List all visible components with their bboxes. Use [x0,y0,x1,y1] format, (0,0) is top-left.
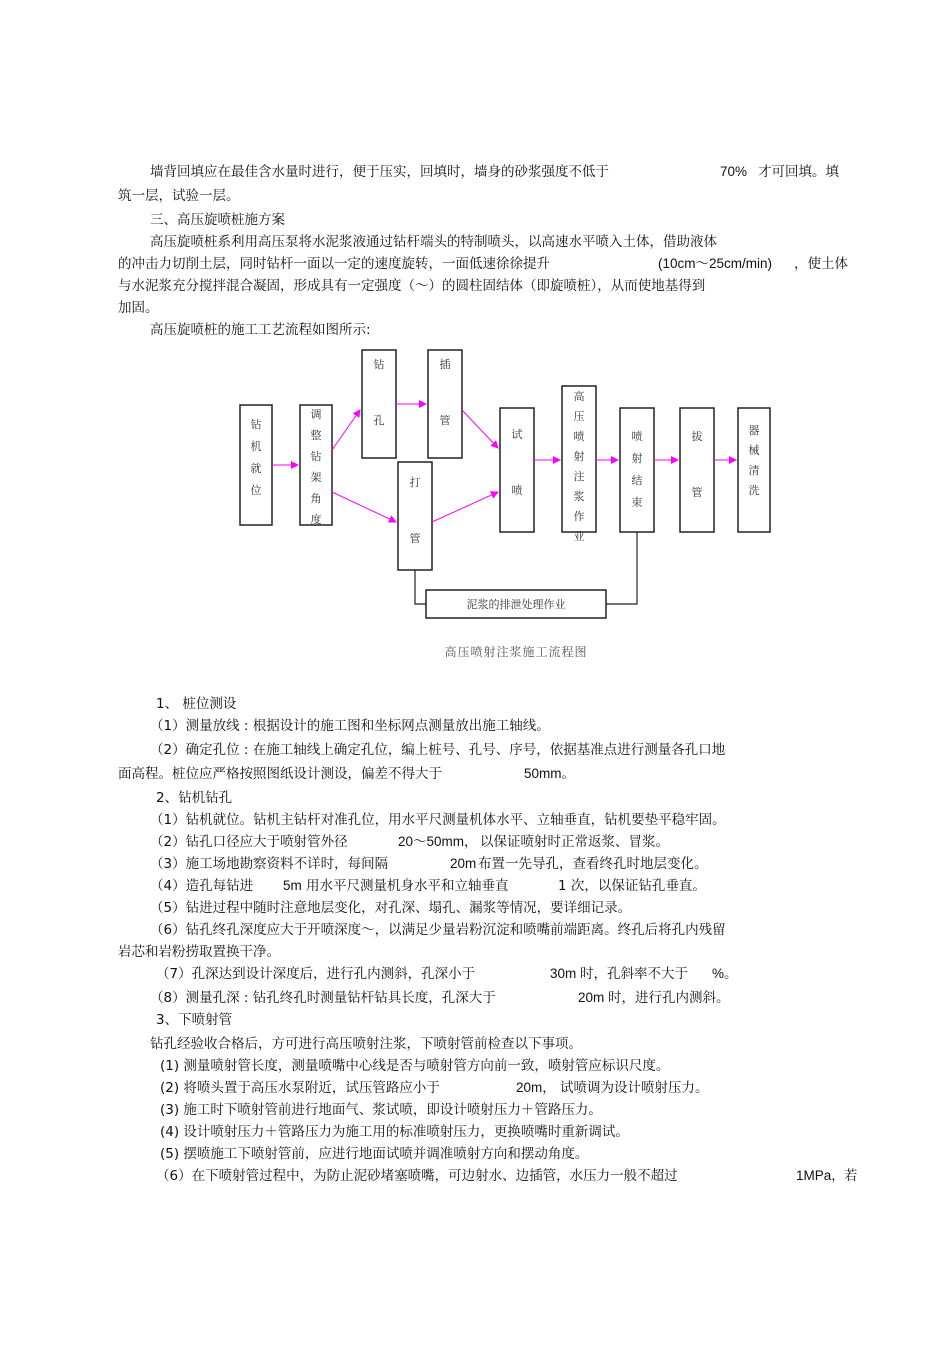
flow-box-char: 拔 [691,430,703,443]
item-2-step: 时，孔斜率不大于 [580,966,688,982]
item-2-value: 20～50mm， [398,834,478,849]
item-3-step: 试喷调为设计喷射压力。 [560,1080,709,1096]
flow-box-char: 射 [573,450,585,463]
flow-box-char: 注 [573,470,585,483]
paragraph-line: 与水泥浆充分搅拌混合凝固，形成具有一定强度（～）的圆柱固结体（即旋喷桩），从而使地基得到 [118,278,706,294]
item-3-value: 20m， [516,1080,556,1095]
item-2-step: 布置一先导孔，查看终孔时地层变化。 [478,856,708,872]
item-2-step: 时，进行孔内测斜。 [608,990,730,1006]
item-2-value: 20m [450,856,477,871]
paragraph-line: ，使土体 [794,256,848,272]
flow-box-char: 洗 [748,484,760,497]
flow-box-char: 试 [511,428,523,441]
item-2-value: 5m [283,878,302,893]
intro-line-2: 筑一层，试验一层。 [118,188,240,204]
item-2-step: （4）造孔每钻进 [150,878,254,894]
flow-box-char: 机 [250,440,262,453]
flow-box-char: 位 [250,484,262,497]
item-3-step: 若 [844,1168,858,1184]
item-3-step: (5) 摆喷施工下喷射管前，应进行地面试喷并调准喷射方向和摆动角度。 [160,1146,589,1162]
item-2-step: 用水平尺测量机身水平和立轴垂直 [306,878,509,894]
flow-box-char: 整 [310,429,322,442]
item-2-step: 岩芯和岩粉捞取置换干净。 [118,944,280,960]
flow-box-spray-end [620,408,654,532]
flow-box-char: 业 [573,530,585,543]
tolerance-value: 50mm。 [524,766,576,781]
item-3-step: (1) 测量喷射管长度，测量喷嘴中心线是否与喷射管方向前一致，喷射管应标识尺度。 [160,1058,670,1074]
flow-box-char: 喷 [631,430,643,443]
flow-box-char: 结 [631,474,643,487]
item-3-step: (2) 将喷头置于高压水泵附近，试压管路应小于 [160,1080,440,1096]
flow-box-char: 射 [631,452,643,465]
item-2-step: （8）测量孔深 : 钻孔终孔时测量钻杆钻具长度，孔深大于 [150,990,496,1006]
flow-arrow [332,492,396,522]
intro-text: 墙背回填应在最佳含水量时进行，便于压实，回填时，墙身的砂浆强度不低于 [150,164,609,180]
item-2-step: （5）钻进过程中随时注意地层变化，对孔深、塌孔、漏浆等情况，要详细记录。 [150,900,632,916]
section-heading: 三、高压旋喷桩施方案 [150,212,285,228]
flow-box-char: 喷 [573,430,585,443]
flow-box-test-spray [500,408,534,532]
flow-box-char: 孔 [373,414,385,427]
flow-box-char: 调 [310,408,322,421]
item-3-intro: 钻孔经验收合格后，方可进行高压喷射注浆，下喷射管前检查以下事项。 [150,1036,582,1052]
flow-box-char: 管 [691,486,703,499]
item-1-step: （1）测量放线 : 根据设计的施工图和坐标网点测量放出施工轴线。 [150,718,550,734]
item-2-value: 30m [550,966,577,981]
flow-box-char: 角 [310,492,322,505]
flow-box-char: 作 [573,510,585,523]
flow-arrow [462,410,498,448]
flow-box-char: 就 [250,462,262,475]
item-3-step: (4) 设计喷射压力＋管路压力为施工用的标准喷射压力，更换喷嘴时重新调试。 [160,1124,629,1140]
flow-box-pull-pipe [680,408,714,532]
flow-box-char: 钻 [310,450,322,463]
item-1-step: 面高程。桩位应严格按照图纸设计测设，偏差不得大于 [118,766,442,782]
item-3-step: （6）在下喷射管过程中，为防止泥砂堵塞喷嘴，可边射水、边插管，水压力一般不超过 [156,1168,678,1184]
item-2-step: （6）钻孔终孔深度应大于开喷深度～，以满足少量岩粉沉淀和喷嘴前端距离。终孔后将孔内残留 [150,922,726,938]
speed-range: (10cm～25cm/min) [658,256,773,271]
item-2-title: 2、钻机钻孔 [156,790,233,806]
item-2-step: （1）钻机就位。钻机主钻杆对准孔位，用水平尺测量机体水平、立轴垂直，钻机要垫平稳牢固。 [150,812,726,828]
flow-box-char: 浆 [573,490,585,503]
flow-box-char: 高 [573,390,585,403]
item-2-step: （7）孔深达到设计深度后，进行孔内测斜，孔深小于 [156,966,476,982]
flow-box-char: 钻 [373,358,385,371]
paragraph-line: 加固。 [118,300,159,316]
item-3-value: 1MPa， [796,1168,845,1183]
flow-box-char: 器 [748,424,760,437]
item-2-step: 以保证喷射时正常返浆、冒浆。 [480,834,669,850]
slurry-connector [415,570,426,604]
flow-arrow [332,410,360,450]
slurry-connector [606,532,637,604]
flow-box-char: 清 [748,464,760,477]
flow-arrow [432,492,498,522]
paragraph-line: 的冲击力切削土层，同时钻杆一面以一定的速度旋转，一面低速徐徐提升 [118,256,550,272]
flow-box-char: 束 [631,496,643,509]
flow-box-char: 喷 [511,484,523,497]
paragraph-line: 高压旋喷桩的施工工艺流程如图所示: [150,322,371,338]
flow-box-char: 管 [409,532,421,545]
item-3-title: 3、下喷射管 [156,1012,233,1028]
flow-box-char: 插 [439,358,451,371]
paragraph-line: 高压旋喷桩系利用高压泵将水泥浆液通过钻杆端头的特制喷头，以高速水平喷入土体，借助液体 [150,234,717,250]
intro-percent: 70% [720,164,748,179]
flow-slurry-label: 泥浆的排泄处理作业 [466,598,566,611]
flow-box-char: 钻 [250,418,262,431]
flow-caption: 高压喷射注浆施工流程图 [444,645,588,659]
intro-tail: 才可回填。填 [758,164,839,180]
item-2-step: 1 次，以保证钻孔垂直。 [558,878,706,894]
item-2-value: %。 [712,966,738,981]
item-2-step: （3）施工场地勘察资料不详时，每间隔 [150,856,389,872]
item-2-step: （2）钻孔口径应大于喷射管外径 [150,834,348,850]
item-3-step: (3) 施工时下喷射管前进行地面气、浆试喷，即设计喷射压力＋管路压力。 [160,1102,602,1118]
flow-box-char: 打 [409,476,421,489]
flow-box-char: 压 [573,410,585,423]
flow-box-char: 管 [439,414,451,427]
item-1-step: （2）确定孔位 : 在施工轴线上确定孔位，编上桩号、孔号、序号，依据基准点进行测量各孔口地 [150,742,726,758]
flow-box-char: 械 [748,444,760,457]
item-2-value: 20m [578,990,605,1005]
flow-box-adjust-angle [300,405,332,525]
item-1-title: 1、 桩位测设 [156,696,237,712]
flow-box-char: 架 [310,471,322,484]
flow-box-char: 度 [310,513,322,526]
